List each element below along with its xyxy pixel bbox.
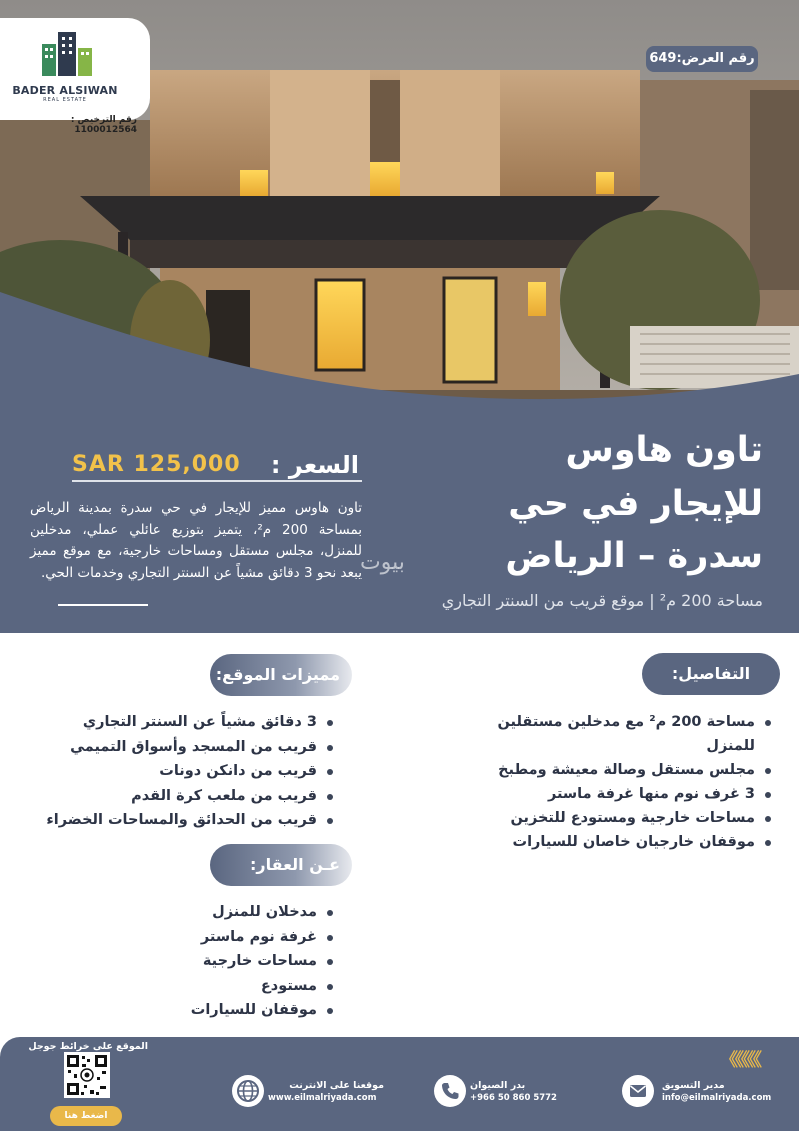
website-link[interactable]: www.eilmalriyada.com bbox=[268, 1093, 377, 1103]
list-item: مدخلان للمنزل bbox=[117, 900, 317, 925]
building-logo-icon bbox=[36, 28, 106, 76]
list-item: قريب من دانكن دونات bbox=[27, 759, 317, 784]
email-icon bbox=[622, 1075, 654, 1107]
globe-icon bbox=[232, 1075, 264, 1107]
brand-subtitle: REAL ESTATE bbox=[43, 97, 87, 103]
list-item: غرفة نوم ماستر bbox=[117, 925, 317, 950]
price-value: SAR 125,000 bbox=[72, 452, 241, 477]
map-label: الموقع على خرائط جوجل bbox=[28, 1041, 148, 1052]
website-label: موقعنا على الانترنت bbox=[289, 1080, 384, 1091]
location-heading-label: مميزات الموقع: bbox=[215, 665, 340, 684]
list-item: مساحات خارجية ومستودع للتخزين bbox=[455, 806, 755, 830]
qr-code-icon bbox=[64, 1052, 110, 1098]
phone-icon bbox=[434, 1075, 466, 1107]
brand-name: BADER ALSIWAN bbox=[12, 84, 118, 97]
qr-code[interactable] bbox=[64, 1052, 110, 1098]
list-item: موقفان خارجيان خاصان للسيارات bbox=[455, 830, 755, 854]
property-heading-label: عـن العقار: bbox=[249, 855, 340, 874]
subtitle: مساحة 200 م² | موقع قريب من السنتر التجاري bbox=[441, 591, 763, 610]
description-underline bbox=[58, 604, 148, 606]
title-line-1: تاون هاوس bbox=[565, 430, 763, 470]
details-heading-label: التفاصيل: bbox=[671, 664, 751, 683]
list-item: 3 دقائق مشياً عن السنتر التجاري bbox=[27, 710, 317, 735]
details-list bbox=[455, 710, 755, 854]
list-item: مستودع bbox=[117, 974, 317, 999]
list-item: مجلس مستقل وصالة معيشة ومطبخ bbox=[455, 758, 755, 782]
details-heading bbox=[642, 653, 780, 695]
list-item: قريب من ملعب كرة القدم bbox=[27, 784, 317, 809]
property-heading bbox=[210, 844, 352, 886]
chevron-decoration-icon: 《《《《《 bbox=[720, 1050, 759, 1071]
phone-number[interactable]: +966 50 860 5772 bbox=[470, 1093, 557, 1103]
click-here-button[interactable]: اضغط هنا bbox=[50, 1106, 122, 1126]
phone-contact-name: بدر الصيوان bbox=[470, 1080, 526, 1091]
list-item: مساحات خارجية bbox=[117, 949, 317, 974]
price-divider bbox=[72, 480, 362, 482]
location-list bbox=[27, 710, 317, 833]
license-number: رقم الترخيص : 1100012564 bbox=[70, 115, 137, 135]
list-item: مساحة 200 م² مع مدخلين مستقلين للمنزل bbox=[455, 710, 755, 758]
location-heading bbox=[210, 654, 352, 696]
email-address[interactable]: info@eilmalriyada.com bbox=[662, 1093, 772, 1103]
marketing-label: مدير التسويق bbox=[662, 1080, 725, 1091]
title-line-3: سدرة – الرياض bbox=[505, 536, 763, 576]
list-item: موقفان للسيارات bbox=[117, 998, 317, 1023]
property-list bbox=[117, 900, 317, 1023]
list-item: قريب من الحدائق والمساحات الخضراء bbox=[27, 808, 317, 833]
offer-number-badge: رقم العرض:649 bbox=[646, 46, 758, 72]
watermark-logo: بيوت bbox=[360, 550, 405, 575]
brand-logo-card bbox=[0, 18, 150, 135]
price-label: السعر : bbox=[270, 451, 359, 479]
list-item: 3 غرف نوم منها غرفة ماستر bbox=[455, 782, 755, 806]
list-item: قريب من المسجد وأسواق التميمي bbox=[27, 735, 317, 760]
title-line-2: للإيجار في حي bbox=[508, 484, 763, 524]
description: تاون هاوس مميز للإيجار في حي سدرة بمدينة الرياض بمساحة 200 م²، يتميز بتوزيع عائلي عملي، مدخلين للمنزل، مجلس مستقل ومساحات خارجية، مع موقع مميز يبعد نحو 3 دقائق مشياً عن السنتر التجاري وخدمات الحي. bbox=[30, 500, 363, 581]
